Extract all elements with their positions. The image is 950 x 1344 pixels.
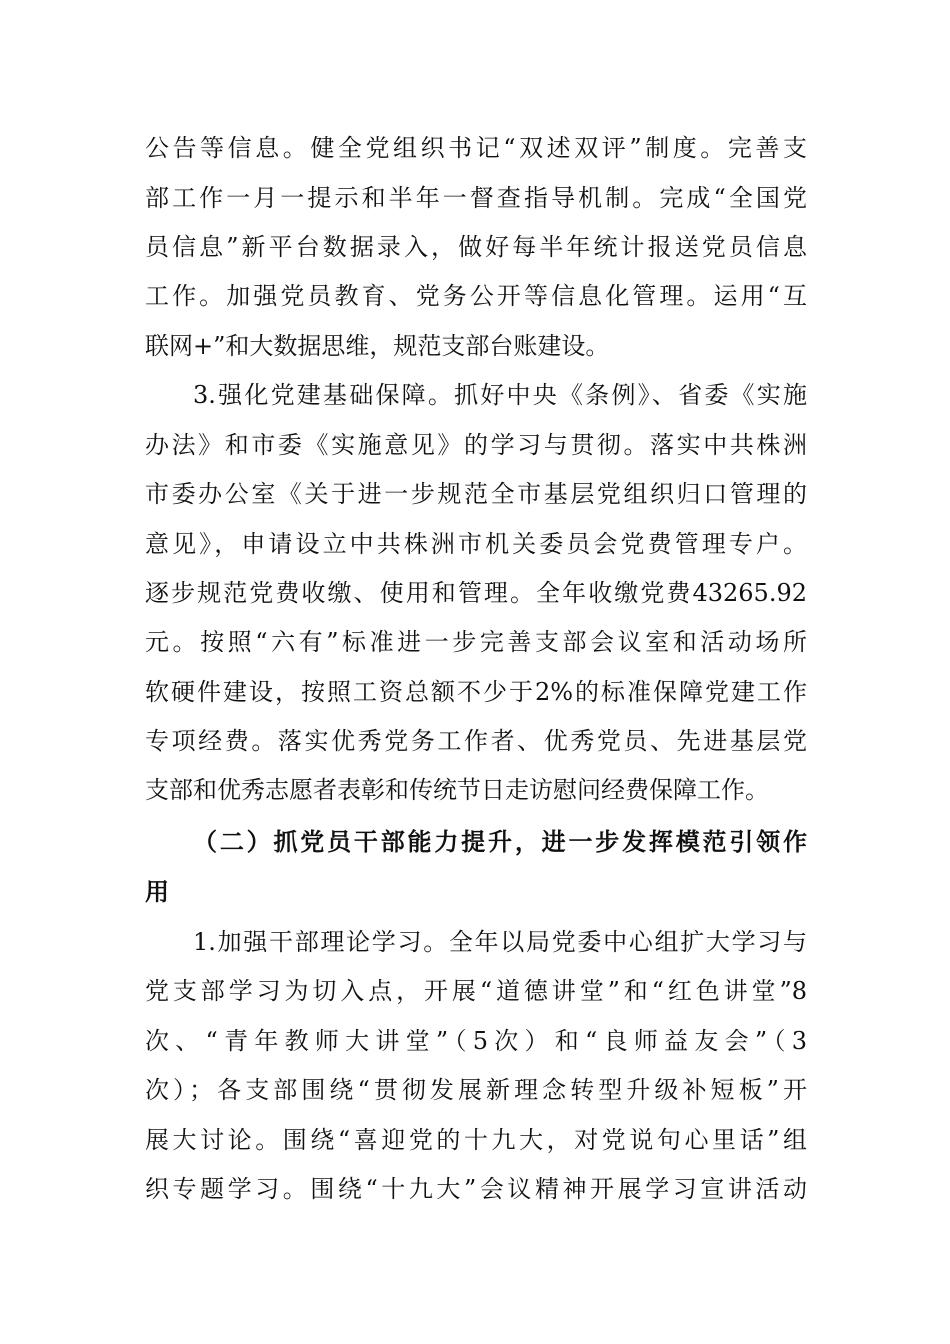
body-line: 公告等信息。健全党组织书记“双述双评”制度。完善支 (145, 134, 807, 162)
body-line: 党支部学习为切入点，开展“道德讲堂”和“红色讲堂”8 (145, 977, 807, 1005)
body-line: 办法》和市委《实施意见》的学习与贯彻。落实中共株洲 (145, 431, 807, 459)
body-line: 逐步规范党费收缴、使用和管理。全年收缴党费43265.92 (145, 579, 807, 607)
body-line: 市委办公室《关于进一步规范全市基层党组织归口管理的 (145, 480, 807, 508)
body-line: 次、“青年教师大讲堂”（5次）和“良师益友会”（3 (145, 1027, 807, 1055)
body-line: 专项经费。落实优秀党务工作者、优秀党员、先进基层党 (145, 727, 807, 755)
section-item-3-line: 3.强化党建基础保障。抓好中央《条例》、省委《实施 (193, 381, 807, 409)
body-line: 次）；各支部围绕“贯彻发展新理念转型升级补短板”开 (145, 1076, 807, 1104)
body-line: 软硬件建设，按照工资总额不少于2%的标准保障党建工作 (145, 678, 807, 706)
body-line: 员信息”新平台数据录入，做好每半年统计报送党员信息 (145, 233, 807, 261)
body-line: 支部和优秀志愿者表彰和传统节日走访慰问经费保障工作。 (145, 776, 769, 804)
body-line: 部工作一月一提示和半年一督查指导机制。完成“全国党 (145, 184, 807, 212)
section-heading: （二）抓党员干部能力提升，进一步发挥模范引领作 (193, 828, 807, 856)
body-line: 工作。加强党员教育、党务公开等信息化管理。运用“互 (145, 282, 807, 310)
body-line: 联网+”和大数据思维，规范支部台账建设。 (145, 332, 610, 360)
body-line: 意见》，申请设立中共株洲市机关委员会党费管理专户。 (145, 530, 807, 558)
section-heading: 用 (145, 878, 169, 906)
section-item-1-line: 1.加强干部理论学习。全年以局党委中心组扩大学习与 (193, 928, 807, 956)
body-line: 织专题学习。围绕“十九大”会议精神开展学习宣讲活动 (145, 1175, 807, 1203)
body-line: 展大讨论。围绕“喜迎党的十九大，对党说句心里话”组 (145, 1126, 807, 1154)
body-line: 元。按照“六有”标准进一步完善支部会议室和活动场所 (145, 628, 807, 656)
